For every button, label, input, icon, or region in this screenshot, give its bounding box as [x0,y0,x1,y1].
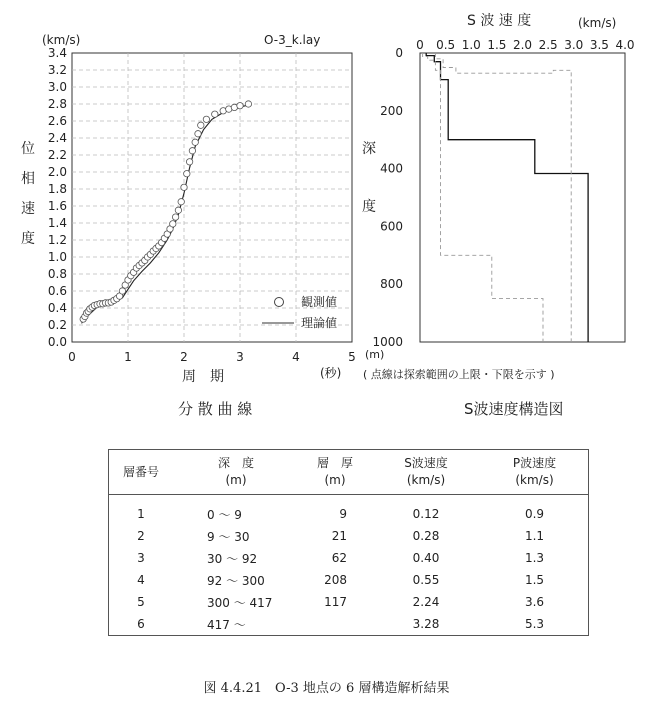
x-tick-label: 1.5 [487,38,507,52]
y-axis-label-char: 速 [21,201,35,217]
layer-table [108,449,589,636]
y-tick-label: 3.2 [47,63,67,77]
table-cell: 1 [137,507,145,521]
table-row [109,495,589,526]
table-cell: 21 [331,529,347,543]
x-tick-label: 2.0 [512,38,533,52]
table-cell: 3.28 [412,617,440,631]
legend-observed-marker [275,298,284,307]
table-cell: 9 [339,507,347,521]
table-cell: 5 [137,595,145,609]
observed-point [186,159,192,165]
y-tick-label: 600 [380,219,403,234]
profile-chart-title: S波速度構造図 [464,400,564,418]
observed-point [237,103,243,109]
y-axis-label-char: 度 [362,199,376,215]
y-tick-label: 400 [380,161,403,176]
x-tick-label: 0 [68,350,76,364]
y-tick-label: 3.4 [47,46,67,60]
y-tick-label: 2.8 [47,97,67,111]
profile-series [423,53,588,342]
x-tick-label: 2.5 [538,38,558,52]
x-tick-label: 5 [348,350,356,364]
table-cell: 117 [324,595,347,609]
y-tick-label: 1000 [372,335,403,349]
y-tick-label: 0 [395,46,403,60]
observed-point [170,221,176,227]
y-axis-label-char: 相 [21,171,35,187]
profile-y-unit: (m) [365,348,385,361]
dispersion-y-axis-label [21,141,35,247]
table-cell: 3 [137,551,145,565]
table-cell: 92 ～ 300 [207,573,265,588]
dispersion-chart-title: 分 散 曲 線 [178,400,253,418]
y-tick-label: 0.6 [47,284,67,298]
observed-point [119,288,125,294]
table-cell: 1.3 [524,551,545,565]
profile-y-axis-label [362,141,376,215]
y-axis-label-char: 位 [21,141,35,157]
y-tick-label: 2.2 [47,148,67,162]
table-cell: 0.40 [412,551,440,565]
table-cell: 6 [137,617,145,631]
x-tick-label: 4 [292,350,300,364]
x-tick-label: 0 [416,38,424,52]
observed-point [175,207,181,213]
table-row [109,547,589,569]
table-row [109,525,589,547]
y-tick-label: 2.0 [47,165,67,179]
table-cell: 417 ～ [207,617,246,632]
dispersion-x-unit: (秒) [320,366,342,380]
observed-point [184,171,190,177]
table-row [109,591,589,613]
figure-caption: 図 4.4.21 O-3 地点の 6 層構造解析結果 [203,681,450,696]
x-tick-label: 1.0 [461,38,481,52]
table-cell: 0.28 [412,529,440,543]
table-cell: 30 ～ 92 [207,551,258,566]
table-cell: 0.12 [412,507,440,521]
y-tick-label: 1.0 [47,250,67,264]
observed-point [195,131,201,137]
header-s-velocity: S波速度 (km/s) [371,450,481,495]
table-cell: 62 [331,551,347,565]
observed-point [198,122,204,128]
profile-x-ticks [416,38,634,52]
table-cell [299,613,371,636]
y-tick-label: 1.8 [47,182,67,196]
table-cell: 4 [137,573,145,587]
y-tick-label: 800 [380,277,403,292]
observed-point [178,199,184,205]
profile-top-title: S 波 速 度 [467,13,532,29]
header-p-velocity: P波速度 (km/s) [481,450,589,495]
observed-point [192,139,198,145]
profile-note: ( 点線は探索範囲の上限・下限を示す ) [363,368,555,381]
dispersion-x-axis-label: 周 期 [182,369,224,385]
y-tick-label: 1.2 [47,233,67,247]
observed-point [212,111,218,117]
header-depth: 深 度 (m) [173,450,299,495]
observed-point [181,184,187,190]
table-cell: 0 ～ 9 [207,507,242,522]
table-cell: 300 ～ 417 [207,595,273,610]
dispersion-file-label: O-3_k.lay [264,33,321,47]
y-tick-label: 2.6 [47,114,67,128]
observed-point [189,148,195,154]
y-axis-label-char: 度 [21,231,35,247]
legend-theoretical-label: 理論値 [301,316,338,330]
table-header-row [109,450,589,495]
x-tick-label: 3.0 [564,38,584,52]
y-tick-label: 0.8 [47,267,67,281]
table-cell: 0.55 [412,573,440,587]
y-tick-label: 0.2 [47,318,67,332]
table-cell: 3.6 [524,595,545,609]
x-tick-label: 4.0 [615,38,635,52]
y-tick-label: 0.4 [47,301,67,315]
profile-unit-label: (km/s) [578,16,617,30]
legend-observed-label: 観測値 [301,295,338,309]
header-layer-number: 層番号 [109,450,174,495]
dispersion-unit-label: (km/s) [42,33,81,47]
x-tick-label: 1 [124,350,132,364]
x-tick-label: 3 [236,350,244,364]
table-cell: 1.5 [524,573,545,587]
dispersion-y-ticks [48,46,67,349]
dispersion-series [80,101,252,323]
y-tick-label: 200 [380,103,403,118]
x-tick-label: 0.5 [436,38,456,52]
table-body [109,495,589,636]
search-bound-line [423,53,543,342]
table-cell: 2 [137,529,145,543]
table-row [109,613,589,636]
y-axis-label-char: 深 [362,141,376,157]
table-row [109,569,589,591]
table-cell: 2.24 [412,595,440,609]
y-tick-label: 1.4 [47,216,67,230]
table-cell: 9 ～ 30 [207,529,250,544]
observed-point [245,101,251,107]
search-bound-line [435,53,571,342]
y-tick-label: 2.4 [47,131,67,145]
x-tick-label: 2 [180,350,188,364]
observed-point [172,214,178,220]
y-tick-label: 0.0 [47,335,67,349]
header-thickness: 層 厚 (m) [299,450,371,495]
dispersion-x-ticks [68,350,356,364]
y-tick-label: 1.6 [47,199,67,213]
x-tick-label: 3.5 [589,38,609,52]
y-tick-label: 3.0 [47,80,67,94]
table-cell: 208 [324,573,347,587]
profile-y-ticks [372,46,403,349]
observed-point [203,116,209,122]
table-cell: 0.9 [524,507,545,521]
profile-chart [345,0,653,425]
table-cell: 1.1 [524,529,545,543]
table-cell: 5.3 [524,617,545,631]
dispersion-chart [0,0,380,425]
